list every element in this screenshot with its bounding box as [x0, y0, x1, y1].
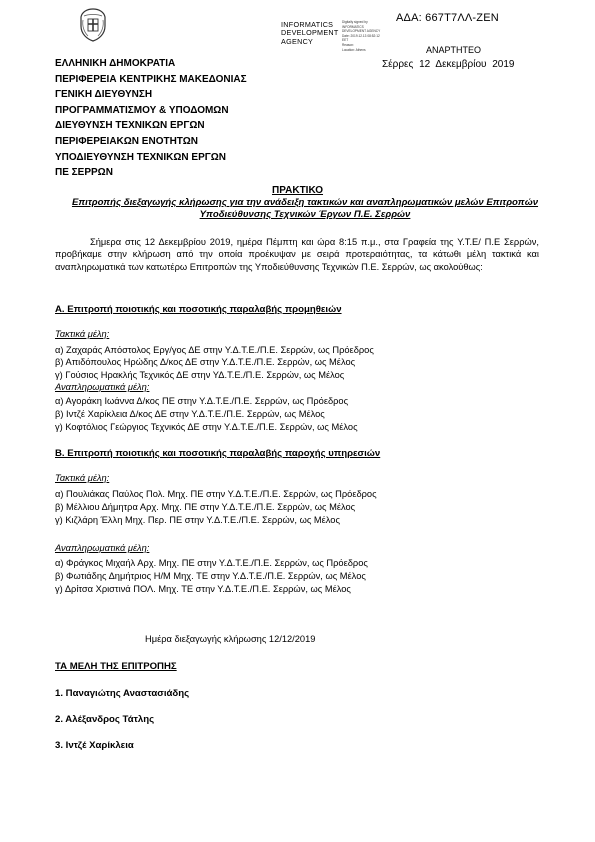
committee-title: ΤΑ ΜΕΛΗ ΤΗΣ ΕΠΙΤΡΟΠΗΣ [55, 661, 177, 672]
issuer-heading: ΔΙΕΥΘΥΝΣΗ ΤΕΧΝΙΚΩΝ ΕΡΓΩΝ [55, 120, 205, 132]
signature-line: Location: Athens [342, 47, 366, 52]
issuer-heading: ΥΠΟΔΙΕΥΘΥΝΣΗ ΤΕΧΝΙΚΩΝ ΕΡΓΩΝ [55, 151, 226, 163]
section-a-alternate-member: α) Αγοράκη Ιωάννα Δ/κος ΠΕ στην Υ.Δ.Τ.Ε./Π.Ε. Σερρών, ως Πρόεδρος [55, 396, 349, 406]
section-b-regular-member: γ) Κιζλάρη Έλλη Μηχ. Περ. ΠΕ στην Υ.Δ.Τ.Ε./Π.Ε. Σερρών, ως Μέλος [55, 515, 340, 525]
signature-line: Date: 2019.12.13 08:52:12 [342, 33, 380, 38]
section-a-regular-member: γ) Γούσιος Ηρακλής Τεχνικός ΔΕ στην ΥΔ.Τ.Ε./Π.Ε. Σερρών, ως Μέλος [55, 370, 345, 380]
issuer-heading: ΠΕ ΣΕΡΡΩΝ [55, 167, 113, 179]
section-b-alternate-member: β) Φωτιάδης Δημήτριος Η/Μ Μηχ. ΤΕ στην Υ.Δ.Τ.Ε./Π.Ε. Σερρών, ως Μέλος [55, 571, 366, 581]
date-line: Σέρρες 12 Δεκεμβρίου 2019 [382, 59, 515, 70]
issuer-heading: ΓΕΝΙΚΗ ΔΙΕΥΘΥΝΣΗ [55, 89, 153, 101]
section-b-title: Β. Επιτροπή ποιοτικής και ποσοτικής παραλαβής παροχής υπηρεσιών [55, 448, 381, 459]
info-agency-line: AGENCY [281, 36, 314, 46]
draw-date-line: Ημέρα διεξαγωγής κλήρωσης 12/12/2019 [145, 634, 316, 644]
section-b-regular-member: α) Πουλιάκας Παύλος Πολ. Μηχ. ΠΕ στην Υ.Δ.Τ.Ε./Π.Ε. Σερρών, ως Πρόεδρος [55, 489, 377, 499]
section-b-alternate-member: α) Φράγκος Μιχαήλ Αρχ. Μηχ. ΠΕ στην Υ.Δ.Τ.Ε./Π.Ε. Σερρών, ως Πρόεδρος [55, 558, 368, 568]
issuer-heading: ΕΛΛΗΝΙΚΗ ΔΗΜΟΚΡΑΤΙΑ [55, 58, 176, 69]
section-a-alternate-member: γ) Κοφτόλιος Γεώργιος Τεχνικός ΔΕ στην Υ.Δ.Τ.Ε./Π.Ε. Σερρών, ως Μέλος [55, 422, 358, 432]
signature-line: Digitally signed by [342, 20, 368, 24]
committee-member: 3. Ιντζέ Χαρίκλεια [55, 740, 134, 751]
section-a-regular-member: β) Απιδόπουλος Ηρώδης Δ/κος ΔΕ στην Υ.Δ.Τ.Ε./Π.Ε. Σερρών, ως Μέλος [55, 357, 356, 367]
document-subtitle: Επιτροπής διεξαγωγής κλήρωσης για την ανάδειξη τακτικών και αναπληρωματικών μελών Επιτροπών Υποδιεύθυνσης Τεχνικών Έργων Π.Ε. Σερρών [71, 197, 539, 220]
document-title: ΠΡΑΚΤΙΚΟ [271, 185, 324, 196]
greek-coat-of-arms-icon [78, 8, 108, 42]
section-a-regular-label: Τακτικά μέλη: [55, 329, 110, 339]
issuer-heading: ΠΕΡΙΦΕΡΕΙΑΚΩΝ ΕΝΟΤΗΤΩΝ [55, 135, 198, 147]
section-b-regular-label: Τακτικά μέλη: [55, 473, 110, 483]
section-a-alternate-member: β) Ιντζέ Χαρίκλεια Δ/κος ΔΕ στην Υ.Δ.Τ.Ε./Π.Ε. Σερρών, ως Μέλος [55, 409, 325, 419]
issuer-heading: ΠΕΡΙΦΕΡΕΙΑ ΚΕΝΤΡΙΚΗΣ ΜΑΚΕΔΟΝΙΑΣ [55, 73, 247, 85]
signature-line: EET [342, 38, 349, 43]
issuer-heading: ΠΡΟΓΡΑΜΜΑΤΙΣΜΟΥ & ΥΠΟΔΟΜΩΝ [55, 104, 229, 116]
signature-line: DEVELOPMENT AGENCY [342, 29, 381, 34]
digital-signature-block [342, 20, 380, 52]
section-a-alternate-label: Αναπληρωματικά μέλη: [55, 382, 150, 392]
committee-member: 1. Παναγιώτης Αναστασιάδης [55, 688, 190, 699]
signature-line: Reason: [342, 42, 354, 47]
section-b-alternate-label: Αναπληρωματικά μέλη: [55, 543, 150, 553]
info-agency-line: INFORMATICS [281, 20, 334, 29]
publish-marker: ΑΝΑΡΤΗΤΕΟ [426, 45, 482, 55]
section-b-alternate-member: γ) Δρίτσα Χριστινά ΠΟΛ. Μηχ. ΤΕ στην Υ.Δ.Τ.Ε./Π.Ε. Σερρών, ως Μέλος [55, 584, 351, 594]
ada-code: ΑΔΑ: 667Τ7ΛΛ-ΖΕΝ [396, 12, 499, 24]
issuer-headings [55, 56, 247, 181]
info-agency-block [281, 21, 339, 46]
section-b-regular-member: β) Μέλλιου Δήμητρα Αρχ. Μηχ. ΠΕ στην Υ.Δ.Τ.Ε./Π.Ε. Σερρών, ως Μέλος [55, 502, 356, 512]
section-a-title: Α. Επιτροπή ποιοτικής και ποσοτικής παραλαβής προμηθειών [55, 304, 342, 315]
section-a-regular-member: α) Ζαχαράς Απόστολος Εργ/γος ΔΕ στην Υ.Δ.Τ.Ε./Π.Ε. Σερρών, ως Πρόεδρος [55, 345, 374, 355]
signature-line: INFORMATICS [342, 24, 364, 29]
committee-member: 2. Αλέξανδρος Τάτλης [55, 714, 155, 725]
info-agency-line: DEVELOPMENT [281, 28, 339, 38]
intro-paragraph: Σήμερα στις 12 Δεκεμβρίου 2019, ημέρα Πέμπτη και ώρα 8:15 π.μ., στα Γραφεία της Υ.Τ.Ε/ Π.Ε Σερρών, προβήκαμε στην κλήρωση από την οποία προέκυψαν με σειρά προτεραιότητας, τα κάτωθι μέλη τακτικά και αναπληρωματικά των κατωτέρω Επιτροπών της Υποδιεύθυνσης Τεχνικών Π.Ε. Σερρών, ως ακολούθως: [55, 237, 539, 272]
